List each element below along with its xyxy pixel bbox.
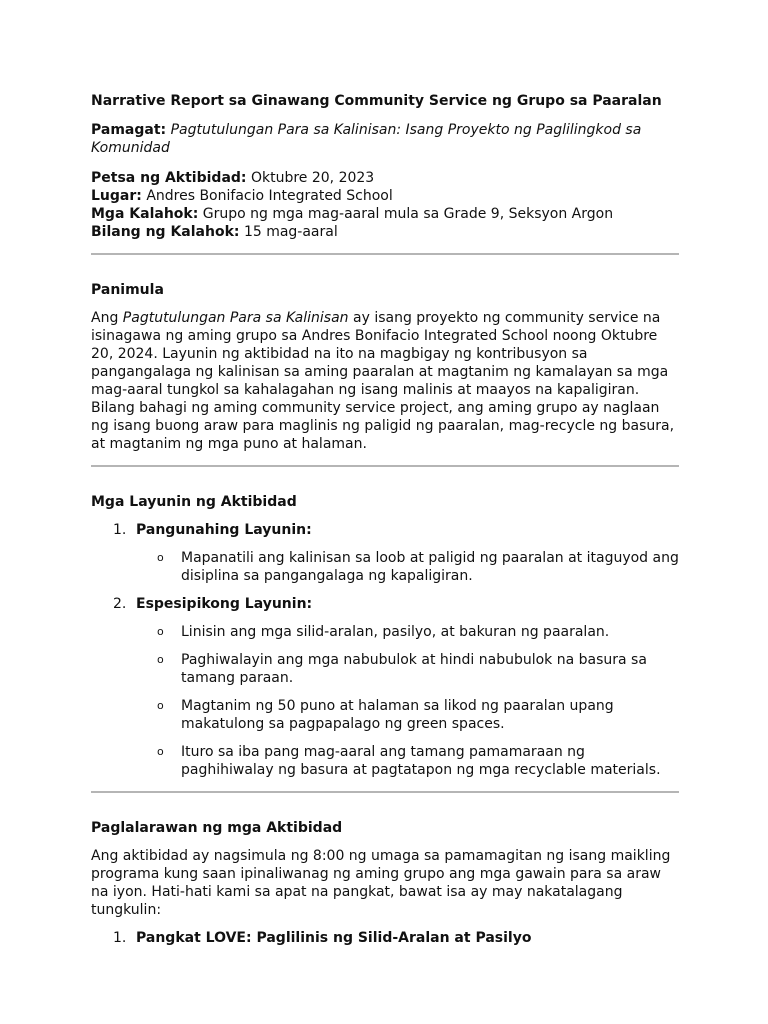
pangkat-list xyxy=(91,929,679,947)
panimula-paragraph xyxy=(91,309,679,453)
meta-date xyxy=(91,169,679,187)
bullet-icon: o xyxy=(157,745,164,758)
document-title: Narrative Report sa Ginawang Community Service ng Grupo sa Paaralan xyxy=(91,93,662,109)
paglalarawan-paragraph: Ang aktibidad ay nagsimula ng 8:00 ng umaga sa pamamagitan ng isang maikling programa kung saan ipinaliwanag ng aming grupo ang mga gawain para sa araw na iyon. Hati-hati kami sa apat na pangkat, bawat isa ay may nakatalagang tungkulin: xyxy=(91,848,671,918)
section-divider xyxy=(91,791,679,793)
layunin-item xyxy=(91,595,679,779)
sub-list-item xyxy=(136,651,679,687)
layunin-heading: Mga Layunin ng Aktibidad xyxy=(91,494,297,510)
panimula-project-name: Pagtutulungan Para sa Kalinisan xyxy=(122,310,349,326)
pamagat-value: Pagtutulungan Para sa Kalinisan: Isang Proyekto ng Paglilingkod sa Komunidad xyxy=(91,122,642,156)
list-item-title: Espesipikong Layunin: xyxy=(136,596,313,612)
sub-list-item xyxy=(136,697,679,733)
sub-list-text: Magtanim ng 50 puno at halaman sa likod ng paaralan upang makatulong sa pagpapalago ng green spaces. xyxy=(181,698,614,732)
activity-details xyxy=(91,169,679,241)
sub-list-text: Mapanatili ang kalinisan sa loob at paligid ng paaralan at itaguyod ang disiplina sa pangangalaga ng kapaligiran. xyxy=(181,550,679,584)
meta-participants-label: Mga Kalahok: xyxy=(91,206,199,222)
meta-date-value: Oktubre 20, 2023 xyxy=(250,170,375,186)
section-divider xyxy=(91,253,679,255)
meta-participants xyxy=(91,205,679,223)
layunin-list xyxy=(91,521,679,779)
sub-list-text: Linisin ang mga silid-aralan, pasilyo, at bakuran ng paaralan. xyxy=(181,624,610,640)
panimula-lead: Ang xyxy=(91,310,119,326)
meta-date-label: Petsa ng Aktibidad: xyxy=(91,170,247,186)
list-number: 1. xyxy=(113,930,127,946)
bullet-icon: o xyxy=(157,551,164,564)
panimula-heading: Panimula xyxy=(91,282,164,298)
list-item-title: Pangunahing Layunin: xyxy=(136,522,312,538)
meta-location-value: Andres Bonifacio Integrated School xyxy=(146,188,393,204)
sub-list xyxy=(136,623,679,779)
sub-list-text: Paghiwalayin ang mga nabubulok at hindi nabubulok na basura sa tamang paraan. xyxy=(181,652,647,686)
list-item-title: Pangkat LOVE: Paglilinis ng Silid-Aralan at Pasilyo xyxy=(136,930,532,946)
panimula-body: ay isang proyekto ng community service na isinagawa ng aming grupo sa Andres Bonifacio Integrated School noong Oktubre 20, 2024. Layunin ng aktibidad na ito na magbigay ng kontribusyon sa pangangalaga ng kalinisan sa aming paaralan at magtanim ng kamalayan sa mga mag-aaral tungkol sa kahalagahan ng isang malinis at maayos na kapaligiran. Bilang bahagi ng aming community service project, ang aming grupo ay naglaan ng isang buong araw para maglinis ng paligid ng paaralan, mag-recycle ng basura, at magtanim ng mga puno at halaman. xyxy=(91,310,675,452)
pamagat-label: Pamagat: xyxy=(91,122,167,138)
bullet-icon: o xyxy=(157,653,164,666)
meta-participant-count xyxy=(91,223,679,241)
meta-location-label: Lugar: xyxy=(91,188,142,204)
sub-list xyxy=(136,549,679,585)
paglalarawan-heading: Paglalarawan ng mga Aktibidad xyxy=(91,820,343,836)
bullet-icon: o xyxy=(157,699,164,712)
sub-list-item xyxy=(136,623,679,641)
section-divider xyxy=(91,465,679,467)
meta-participant-count-label: Bilang ng Kalahok: xyxy=(91,224,240,240)
layunin-item xyxy=(91,521,679,585)
pamagat-line xyxy=(91,121,679,157)
sub-list-text: Ituro sa iba pang mag-aaral ang tamang pamamaraan ng paghihiwalay ng basura at pagtatapon ng mga recyclable materials. xyxy=(181,744,661,778)
meta-participants-value: Grupo ng mga mag-aaral mula sa Grade 9, Seksyon Argon xyxy=(202,206,614,222)
meta-location xyxy=(91,187,679,205)
sub-list-item xyxy=(136,549,679,585)
meta-participant-count-value: 15 mag-aaral xyxy=(243,224,338,240)
document-content xyxy=(91,92,679,947)
list-number: 2. xyxy=(113,596,127,612)
bullet-icon: o xyxy=(157,625,164,638)
sub-list-item xyxy=(136,743,679,779)
list-number: 1. xyxy=(113,522,127,538)
pangkat-item xyxy=(91,929,679,947)
